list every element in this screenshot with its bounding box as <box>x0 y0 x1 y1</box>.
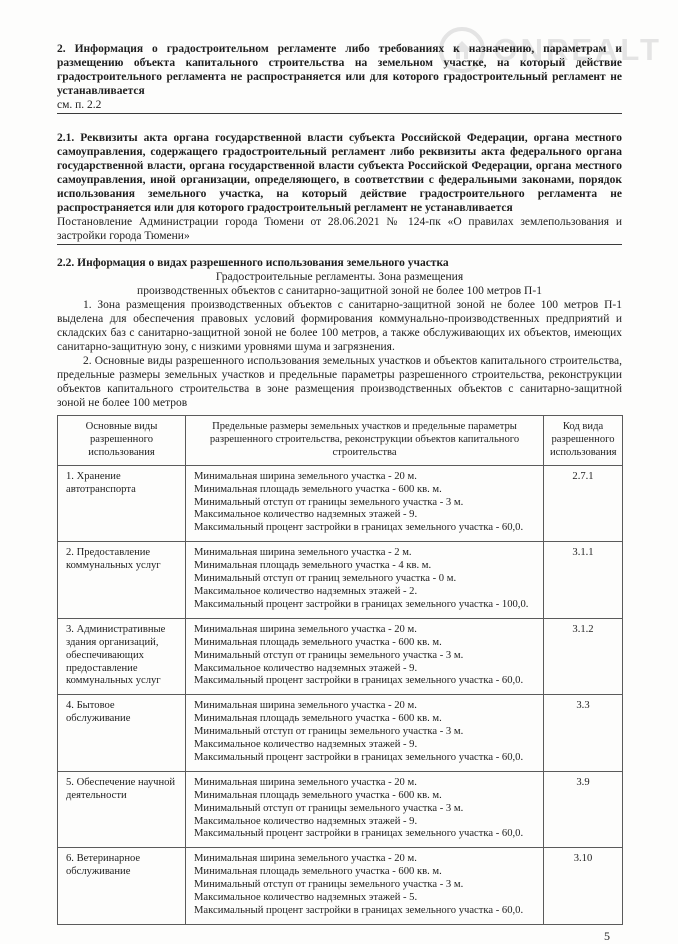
code-cell: 3.1.2 <box>544 618 623 695</box>
use-type-cell: 3. Административные здания организаций, обеспечивающих предоставление коммунальных услуг <box>58 618 186 695</box>
parameter-line: Минимальный отступ от границы земельного участка - 3 м. <box>194 802 464 814</box>
parameter-line: Минимальная ширина земельного участка - 20 м. <box>194 623 417 635</box>
column-header-code: Код вида разрешенного использования <box>544 416 623 466</box>
parameter-line: Максимальный процент застройки в границах земельного участка - 60,0. <box>194 905 524 916</box>
column-header-parameters: Предельные размеры земельных участков и предельные параметры разрешенного строительства, реконструкции объектов капитального строительства <box>186 416 544 466</box>
code-cell: 3.9 <box>544 771 623 848</box>
parameter-line: Максимальное количество надземных этажей - 2. <box>194 585 418 597</box>
parameter-line: Минимальная площадь земельного участка - 600 кв. м. <box>194 789 442 801</box>
section-2-1-act: Постановление Администрации города Тюмени от 28.06.2021 № 124-пк «О правилах землепользования и застройки города Тюмени» <box>57 216 622 242</box>
parameter-line: Минимальный отступ от границ земельного участка - 0 м. <box>194 573 457 585</box>
code-cell: 3.10 <box>544 848 623 925</box>
parameters-cell <box>186 465 544 542</box>
parameters-cell <box>186 695 544 772</box>
use-type-cell: 5. Обеспечение научной деятельности <box>58 771 186 848</box>
code-cell: 3.1.1 <box>544 542 623 619</box>
parameter-line: Максимальное количество надземных этажей - 9. <box>194 815 418 827</box>
zone-subtitle-line-2: производственных объектов с санитарно-защитной зоной не более 100 метров П-1 <box>137 285 542 297</box>
parameter-line: Минимальная площадь земельного участка - 600 кв. м. <box>194 713 442 725</box>
code-cell: 2.7.1 <box>544 465 623 542</box>
parameter-line: Минимальная площадь земельного участка - 600 кв. м. <box>194 636 442 648</box>
permitted-uses-table <box>57 415 623 925</box>
parameter-line: Минимальная площадь земельного участка - 600 кв. м. <box>194 483 442 495</box>
permitted-uses-paragraph: 2. Основные виды разрешенного использования земельных участков и объектов капитального строительства, предельные размеры земельных участков и предельные параметры разрешенного строительства, реконструкции объектов капитального строительства в зоне размещения производственных объектов с санитарно-защитной зоной не более 100 метров <box>57 355 622 409</box>
table-row <box>58 465 623 542</box>
parameter-line: Максимальный процент застройки в границах земельного участка - 100,0. <box>194 598 529 610</box>
table-row <box>58 695 623 772</box>
parameter-line: Максимальное количество надземных этажей - 5. <box>194 892 418 904</box>
section-2-reference: см. п. 2.2 <box>57 99 102 111</box>
parameter-line: Максимальное количество надземных этажей - 9. <box>194 662 418 674</box>
parameter-line: Максимальное количество надземных этажей - 9. <box>194 509 418 521</box>
parameters-cell <box>186 771 544 848</box>
parameter-line: Минимальный отступ от границы земельного участка - 3 м. <box>194 496 464 508</box>
table-header-row <box>58 416 623 466</box>
table-row <box>58 771 623 848</box>
parameter-line: Максимальный процент застройки в границах земельного участка - 60,0. <box>194 675 524 687</box>
zone-subtitle-line-1: Градостроительные регламенты. Зона размещения <box>215 271 464 283</box>
parameters-cell <box>186 618 544 695</box>
parameter-line: Минимальная ширина земельного участка - 20 м. <box>194 776 417 788</box>
use-type-cell: 2. Предоставление коммунальных услуг <box>58 542 186 619</box>
document-content <box>57 42 622 944</box>
parameter-line: Минимальная ширина земельного участка - 20 м. <box>194 470 417 482</box>
watermark-text: ONREALT <box>493 32 662 67</box>
zone-description-paragraph: 1. Зона размещения производственных объектов с санитарно-защитной зоной не более 100 метров П-1 выделена для обеспечения правовых условий формирования коммунально-производственных предприятий и складских баз с санитарно-защитной зоной не более 100 метров, а также обслуживающих их объектов, имеющих санитарно-защитную зону, с низкими уровнями шума и загрязнения. <box>57 299 622 353</box>
table-row <box>58 848 623 925</box>
parameters-cell <box>186 848 544 925</box>
parameter-line: Минимальный отступ от границы земельного участка - 3 м. <box>194 649 464 661</box>
parameter-line: Минимальная ширина земельного участка - 2 м. <box>194 547 412 559</box>
table-row <box>58 542 623 619</box>
parameter-line: Минимальный отступ от границы земельного участка - 3 м. <box>194 726 464 738</box>
parameters-cell <box>186 542 544 619</box>
parameter-line: Максимальное количество надземных этажей - 9. <box>194 739 418 751</box>
table-row <box>58 618 623 695</box>
parameter-line: Максимальный процент застройки в границах земельного участка - 60,0. <box>194 522 524 534</box>
page-number: 5 <box>604 928 610 943</box>
parameter-line: Минимальная площадь земельного участка - 600 кв. м. <box>194 866 442 878</box>
section-2-heading: 2. Информация о градостроительном регламенте либо требованиях к назначению, параметрам и размещению объекта капитального строительства на земельном участке, на который действие градостроительного регламента не распространяется или для которого градостроительный регламент не устанавливается <box>57 43 622 97</box>
parameter-line: Минимальная площадь земельного участка - 4 кв. м. <box>194 560 432 572</box>
parameter-line: Минимальная ширина земельного участка - 20 м. <box>194 853 417 865</box>
use-type-cell: 1. Хранение автотранспорта <box>58 465 186 542</box>
parameter-line: Минимальная ширина земельного участка - 20 м. <box>194 700 417 712</box>
parameter-line: Максимальный процент застройки в границах земельного участка - 60,0. <box>194 828 524 840</box>
code-cell: 3.3 <box>544 695 623 772</box>
section-2-1-heading: 2.1. Реквизиты акта органа государственной власти субъекта Российской Федерации, органа местного самоуправления, содержащего градостроительный регламент либо реквизиты акта федерального органа государственной власти, органа государственной власти субъекта Российской Федерации, органа местного самоуправления, иной организации, определяющего, в соответствии с федеральными законами, порядок использования земельного участка, на который действие градостроительного регламента не распространяется или для которого градостроительный регламент не устанавливается <box>57 132 622 214</box>
use-type-cell: 4. Бытовое обслуживание <box>58 695 186 772</box>
column-header-use-types: Основные виды разрешенного использования <box>58 416 186 466</box>
parameter-line: Максимальный процент застройки в границах земельного участка - 60,0. <box>194 751 524 763</box>
parameter-line: Минимальный отступ от границы земельного участка - 3 м. <box>194 879 464 891</box>
section-2-2-heading: 2.2. Информация о видах разрешенного использования земельного участка <box>57 257 449 269</box>
use-type-cell: 6. Ветеринарное обслуживание <box>58 848 186 925</box>
